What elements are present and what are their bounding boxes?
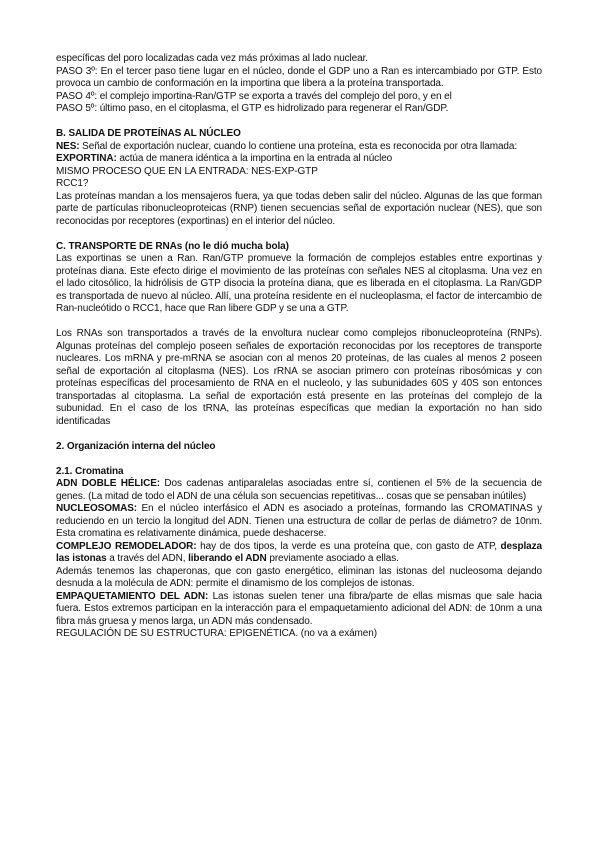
nucleosomas-definition	[56, 503, 542, 541]
spacer	[56, 428, 542, 441]
adn-text: Dos cadenas antiparalelas asociadas entre sí, contienen el 5% de la secuencia de genes. (La mitad de todo el ADN de una célula son secuencias repetitivas... cosas que se pensaban inútiles)	[56, 478, 543, 502]
rcc1-line: RCC1?	[56, 178, 89, 189]
section-c-paragraph-2: Los RNAs son transportados a través de la envoltura nuclear como complejos ribonucleoproteína (RNPs). Algunas proteínas del complejo poseen señales de exportación reconocidas por los receptores de transporte nucleares. Los mRNA y pre-mRNA se asocian con al menos 20 proteínas, de las cuales al menos 2 poseen señal de exportación al citoplasma (NES). Los rRNA se asocian primero con proteínas ribosómicas y con proteínas específicas del procesamiento de RNA en el nucleolo, y las subunidades 60S y 40S son entonces transportadas al citoplasma. La señal de exportación está presente en las proteínas del complejo de la subunidad. En el caso de los tRNA, las proteínas específicas que median la exportación no han sido identificadas	[56, 328, 542, 427]
paso-4-paragraph: PASO 4º: el complejo importina-Ran/GTP se exporta a través del complejo del poro, y en el	[56, 90, 452, 102]
complejo-text-2: a través del ADN,	[106, 553, 189, 564]
complejo-bold-2: liberando el ADN	[188, 553, 267, 564]
empaquetamiento-definition	[56, 591, 542, 629]
exportina-term: EXPORTINA:	[56, 153, 117, 164]
nucleosomas-term: NUCLEOSOMAS:	[56, 503, 138, 514]
regulacion-line: REGULACIÓN DE SU ESTRUCTURA: EPIGENÉTICA. (no va a exámen)	[56, 628, 377, 639]
complejo-definition	[56, 541, 542, 566]
adn-term: ADN DOBLE HÉLICE:	[56, 478, 161, 489]
document-content	[56, 53, 542, 641]
mismo-proceso-line: MISMO PROCESO QUE EN LA ENTRADA: NES-EXP-GTP	[56, 165, 318, 177]
complejo-text-3: previamente asociado a ellas.	[266, 553, 399, 564]
spacer	[56, 116, 542, 129]
exportina-text: actúa de manera idéntica a la importina en la entrada al núcleo	[116, 153, 393, 164]
section-c-title: C. TRANSPORTE DE RNAs (no le dió mucha bola)	[56, 240, 289, 252]
nes-term: NES:	[56, 140, 80, 152]
complejo-bold-1: desplaza las istonas	[56, 540, 542, 564]
section-c-paragraph-1: Las exportinas se unen a Ran. Ran/GTP promueve la formación de complejos estables entre exportinas y proteínas diana. Este efecto dirige el movimiento de las proteínas con señales NES al citoplasma. Una vez en el lado citosólico, la hidrólisis de GTP disocia la proteína diana, que es liberada en el citoplasma. La Ran/GDP es transportada de nuevo al núcleo. Allí, una proteína residente en el nucleoplasma, el factor de intercambio de Ran-nucleótido o RCC1, hace que Ran libere GDP y se una a GTP.	[56, 253, 542, 314]
intro-paragraph: específicas del poro localizadas cada vez más próximas al lado nuclear.	[56, 53, 368, 64]
complejo-term: COMPLEJO REMODELADOR:	[56, 540, 197, 552]
paso-5-paragraph: PASO 5º: último paso, en el citoplasma, el GTP es hidrolizado para regenerar el Ran/GDP.	[56, 103, 449, 114]
empaquetamiento-text: Las istonas suelen tener una fibra/parte de ellas mismas que sale hacia fuera. Estos extremos participan en la interacción para el empaquetamiento adicional del ADN: de 10nm a una fibra más gruesa y menos larga, un ADN más condensado.	[56, 590, 542, 627]
spacer	[56, 228, 542, 241]
section-b-paragraph: Las proteínas mandan a los mensajeros fuera, ya que todas deben salir del núcleo. Algunas de las que forman parte de partículas ribonucleoproteicas (RNP) tienen secuencias señal de exportación nuclear (NES), que son reconocidas por receptores (exportinas) en el interior del núcleo.	[56, 190, 542, 227]
paso-3-paragraph: PASO 3º: En el tercer paso tiene lugar en el núcleo, donde el GDP uno a Ran es intercambiado por GTP. Esto provoca un cambio de conformación en la importina que libera a la proteína transportada.	[56, 65, 542, 89]
adn-definition	[56, 478, 542, 503]
nes-text: Señal de exportación nuclear, cuando lo contiene una proteína, esta es reconocida por otra llamada:	[79, 140, 518, 152]
section-2-title: 2. Organización interna del núcleo	[56, 440, 216, 452]
spacer	[56, 316, 542, 329]
section-b-title: B. SALIDA DE PROTEÍNAS AL NÚCLEO	[56, 128, 241, 139]
nucleosomas-text: En el núcleo interfásico el ADN es asociado a proteínas, formando las CROMATINAS y reduciendo en un tercio la longitud del ADN. Tienen una estructura de collar de perlas de diámetro? de 10nm. Esta cromatina es relativamente dinámica, puede deshacerse.	[56, 503, 542, 539]
empaquetamiento-term: EMPAQUETAMIENTO DEL ADN:	[56, 590, 209, 602]
complejo-text-1: hay de dos tipos, la verde es una proteína que, con gasto de ATP,	[196, 540, 501, 552]
spacer	[56, 453, 542, 466]
ademas-paragraph: Además tenemos las chaperonas, que con gasto energético, eliminan las istonas del nucleosoma dejando desnuda a la molécula de ADN: permite el dinamismo de los complejos de istonas.	[56, 565, 542, 589]
exportina-definition	[56, 153, 542, 166]
nes-definition	[56, 141, 542, 154]
cromatina-subtitle: 2.1. Cromatina	[56, 465, 124, 477]
